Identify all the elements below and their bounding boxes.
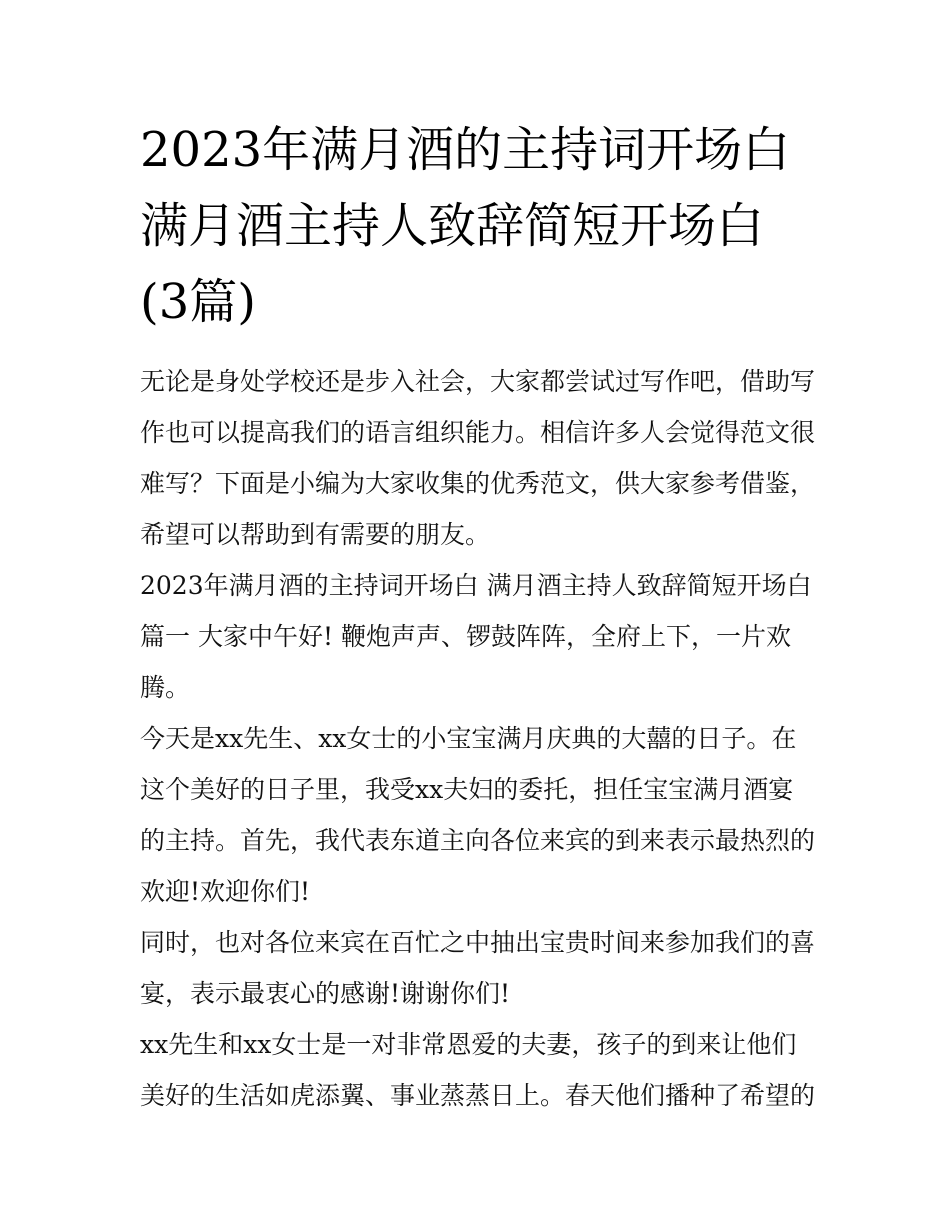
text-line: 欢迎!欢迎你们! (140, 877, 311, 906)
text-line: 这个美好的日子里，我受xx夫妇的委托，担任宝宝满月酒宴 (140, 775, 794, 804)
paragraph-intro (140, 356, 816, 560)
paragraph-couple (140, 1019, 816, 1121)
text-line: 宴，表示最衷心的感谢!谢谢你们! (140, 979, 511, 1008)
document-content (140, 112, 816, 1121)
paragraph-thanks (140, 917, 816, 1019)
title-line-3: (3篇) (140, 274, 256, 330)
paragraph-welcome (140, 713, 816, 917)
text-line: 今天是xx先生、xx女士的小宝宝满月庆典的大囍的日子。在 (140, 724, 797, 753)
text-line: 篇一 大家中午好! 鞭炮声声、锣鼓阵阵，全府上下，一片欢 (140, 622, 791, 651)
text-line: 2023年满月酒的主持词开场白 满月酒主持人致辞简短开场白 (140, 571, 812, 600)
title-line-1: 2023年满月酒的主持词开场白 (140, 122, 791, 178)
text-line: 同时，也对各位来宾在百忙之中抽出宝贵时间来参加我们的喜 (140, 928, 816, 957)
document-body (140, 356, 816, 1121)
text-line: 腾。 (140, 673, 191, 702)
text-line: 作也可以提高我们的语言组织能力。相信许多人会觉得范文很 (140, 418, 816, 447)
text-line: 美好的生活如虎添翼、事业蒸蒸日上。春天他们播种了希望的 (140, 1081, 816, 1110)
paragraph-heading (140, 560, 812, 713)
text-line: 希望可以帮助到有需要的朋友。 (140, 520, 491, 549)
text-line: 难写？下面是小编为大家收集的优秀范文，供大家参考借鉴， (140, 469, 816, 498)
title-line-2: 满月酒主持人致辞简短开场白 (140, 198, 765, 254)
text-line: 的主持。首先，我代表东道主向各位来宾的到来表示最热烈的 (140, 826, 816, 855)
document-title (140, 112, 812, 340)
text-line: 无论是身处学校还是步入社会，大家都尝试过写作吧，借助写 (140, 367, 816, 396)
text-line: xx先生和xx女士是一对非常恩爱的夫妻，孩子的到来让他们 (140, 1030, 797, 1059)
